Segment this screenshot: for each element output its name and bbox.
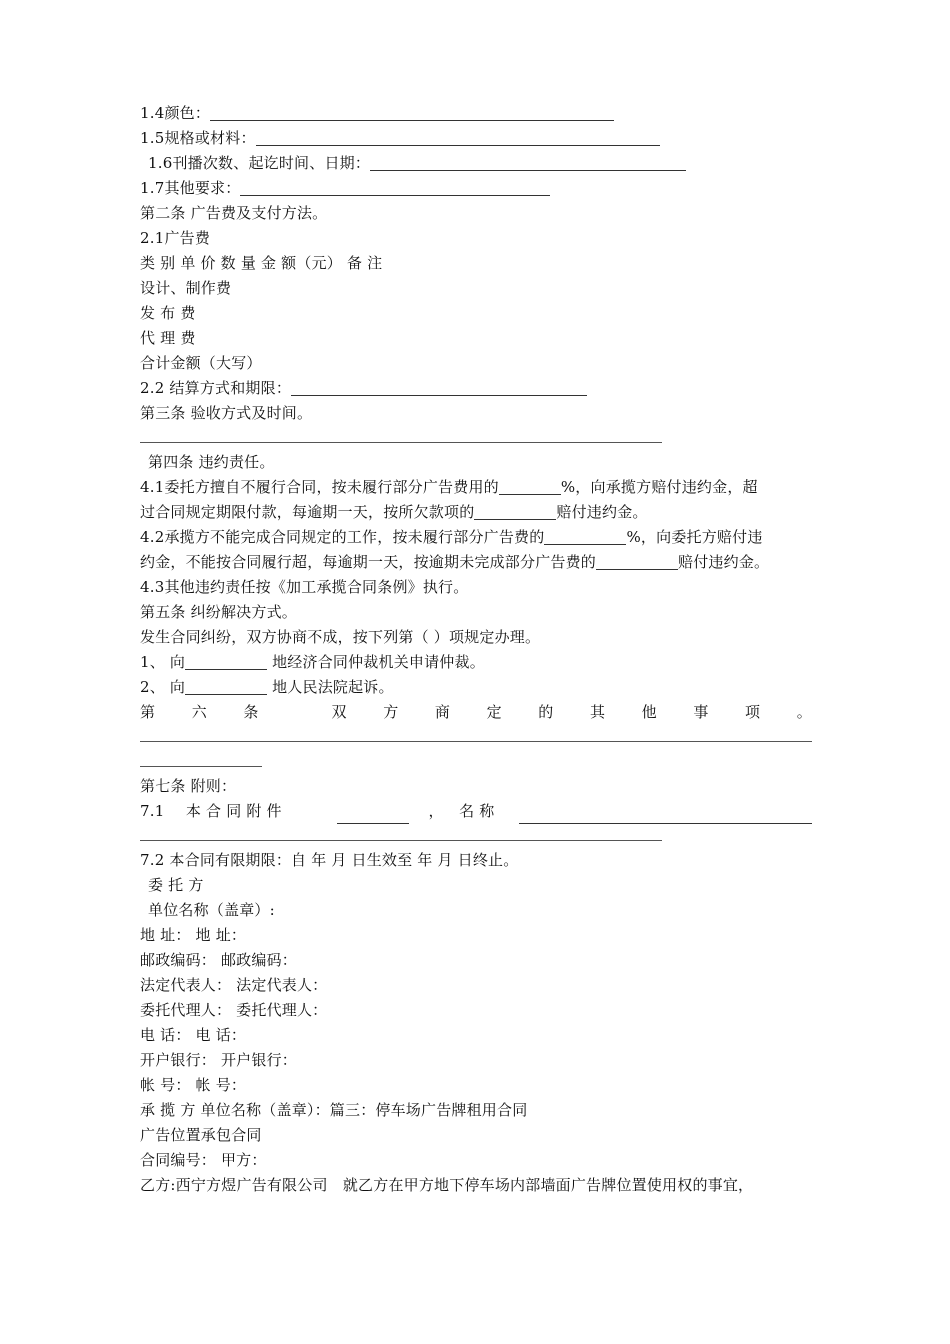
article-6-char: 的 xyxy=(538,703,554,721)
item-7-1-label: 本 合 同 附 件 xyxy=(185,802,282,820)
article-3-heading: 第三条 验收方式及时间。 xyxy=(140,404,313,422)
item-7-1-comma: ， xyxy=(428,802,444,820)
article-6-char: 。 xyxy=(796,703,812,721)
client-label: 委 托 方 xyxy=(148,876,204,894)
proxy-row: 委托代理人： 委托代理人： xyxy=(140,1001,328,1019)
item-4-1-text-d: 赔付违约金。 xyxy=(556,503,648,521)
article-5-heading: 第五条 纠纷解决方式。 xyxy=(140,603,297,621)
acceptance-blank-line xyxy=(140,442,662,443)
item-1-5-label: 1.5规格或材料： xyxy=(140,129,256,147)
dispute-option-1 xyxy=(140,652,485,672)
other-matters-blank-line-2 xyxy=(140,766,262,767)
article-6-char: 六 xyxy=(191,703,207,721)
spec-blank xyxy=(256,131,660,146)
schedule-blank xyxy=(370,156,686,171)
article-6-char: 商 xyxy=(434,703,451,721)
option-1-text-b: 地经济合同仲裁机关申请仲裁。 xyxy=(267,653,485,671)
color-blank xyxy=(210,106,614,121)
dispute-text: 发生合同纠纷，双方协商不成，按下列第（ ）项规定办理。 xyxy=(140,628,541,646)
phone-row: 电 话： 电 话： xyxy=(140,1026,247,1044)
item-4-3: 4.3其他违约责任按《加工承揽合同条例》执行。 xyxy=(140,578,469,596)
article-6-char: 项 xyxy=(745,703,761,721)
item-4-1-text-b: %，向承揽方赔付违约金，超 xyxy=(560,478,758,496)
item-1-5 xyxy=(140,128,660,148)
attachment-name-blank xyxy=(519,809,812,824)
bank-row: 开户银行： 开户银行： xyxy=(140,1051,297,1069)
item-4-2-text-a: 4.2承揽方不能完成合同规定的工作，按未履行部分广告费的 xyxy=(140,528,545,546)
item-4-2-text-b: %，向委托方赔付违 xyxy=(626,528,763,546)
attachment-blank-line xyxy=(140,840,662,841)
item-2-2-label: 2.2 结算方式和期限： xyxy=(140,379,292,397)
article-6-heading xyxy=(140,702,812,722)
item-7-1 xyxy=(140,801,812,821)
settlement-blank xyxy=(291,381,587,396)
article-6-char: 双 xyxy=(331,703,347,721)
article-6-char: 定 xyxy=(486,703,502,721)
item-1-4-label: 1.4颜色： xyxy=(140,104,211,122)
item-4-1-text-c: 过合同规定期限付款，每逾期一天，按所欠款项的 xyxy=(140,503,475,521)
contractor-row: 承 揽 方 单位名称（盖章）：篇三：停车场广告牌租用合同 xyxy=(140,1101,528,1119)
article-6-char: 他 xyxy=(641,703,657,721)
article-6-char: 事 xyxy=(693,703,709,721)
article-7-heading: 第七条 附则： xyxy=(140,777,237,795)
item-2-1: 2.1广告费 xyxy=(140,229,211,247)
article-6-char: 第 xyxy=(140,703,156,721)
unit-name-label: 单位名称（盖章）: xyxy=(148,901,275,919)
overdue-rate-blank xyxy=(474,505,556,520)
article-2-heading: 第二条 广告费及支付方法。 xyxy=(140,204,328,222)
item-7-1-name-label: 名 称 xyxy=(459,802,495,820)
legal-rep-row: 法定代表人： 法定代表人： xyxy=(140,976,328,994)
item-4-1-line2 xyxy=(140,502,648,522)
article-6-char: 其 xyxy=(589,703,606,721)
address-row: 地 址： 地 址： xyxy=(140,926,247,944)
item-1-4 xyxy=(140,103,614,123)
item-4-2-text-d: 赔付违约金。 xyxy=(678,553,770,571)
article-6-char: 方 xyxy=(383,703,399,721)
item-4-2-text-c: 约金，不能按合同履行超，每逾期一天，按逾期未完成部分广告费的 xyxy=(140,553,597,571)
option-1-text-a: 1、 向 xyxy=(140,653,186,671)
item-4-1-line1 xyxy=(140,477,758,497)
item-4-2-line2 xyxy=(140,552,769,572)
fee-row-design: 设计、制作费 xyxy=(140,279,232,297)
arbitration-place-blank xyxy=(185,655,267,670)
article-4-heading: 第四条 违约责任。 xyxy=(148,453,275,471)
contractor-overdue-blank xyxy=(596,555,678,570)
ad-contract-title: 广告位置承包合同 xyxy=(140,1126,262,1144)
article-6-char: 条 xyxy=(243,703,259,721)
party-b-row: 乙方:西宁方煜广告有限公司 就乙方在甲方地下停车场内部墙面广告牌位置使用权的事宜， xyxy=(140,1176,754,1194)
item-1-7 xyxy=(140,178,550,198)
option-2-text-b: 地人民法院起诉。 xyxy=(267,678,394,696)
contractor-percent-blank xyxy=(544,530,626,545)
postcode-row: 邮政编码： 邮政编码： xyxy=(140,951,297,969)
fee-row-total: 合计金额（大写） xyxy=(140,354,262,372)
account-row: 帐 号： 帐 号： xyxy=(140,1076,247,1094)
fee-row-publish: 发 布 费 xyxy=(140,304,196,322)
other-matters-blank-line xyxy=(140,741,812,742)
fee-table-header: 类 别 单 价 数 量 金 额（元） 备 注 xyxy=(140,254,383,272)
item-2-2 xyxy=(140,378,587,398)
option-2-text-a: 2、 向 xyxy=(140,678,186,696)
fee-row-agent: 代 理 费 xyxy=(140,329,196,347)
other-req-blank xyxy=(240,181,550,196)
item-4-2-line1 xyxy=(140,527,763,547)
dispute-option-2 xyxy=(140,677,394,697)
contract-number-row: 合同编号： 甲方： xyxy=(140,1151,267,1169)
penalty-percent-blank xyxy=(499,480,561,495)
item-1-6-label: 1.6刊播次数、起讫时间、日期： xyxy=(148,154,371,172)
attachment-count-blank xyxy=(337,809,409,824)
item-7-1-number: 7.1 xyxy=(140,802,165,820)
item-4-1-text-a: 4.1委托方擅自不履行合同，按未履行部分广告费用的 xyxy=(140,478,499,496)
court-place-blank xyxy=(185,680,267,695)
item-1-7-label: 1.7其他要求： xyxy=(140,179,241,197)
item-7-2: 7.2 本合同有限期限：自 年 月 日生效至 年 月 日终止。 xyxy=(140,851,519,869)
item-1-6 xyxy=(148,153,686,173)
